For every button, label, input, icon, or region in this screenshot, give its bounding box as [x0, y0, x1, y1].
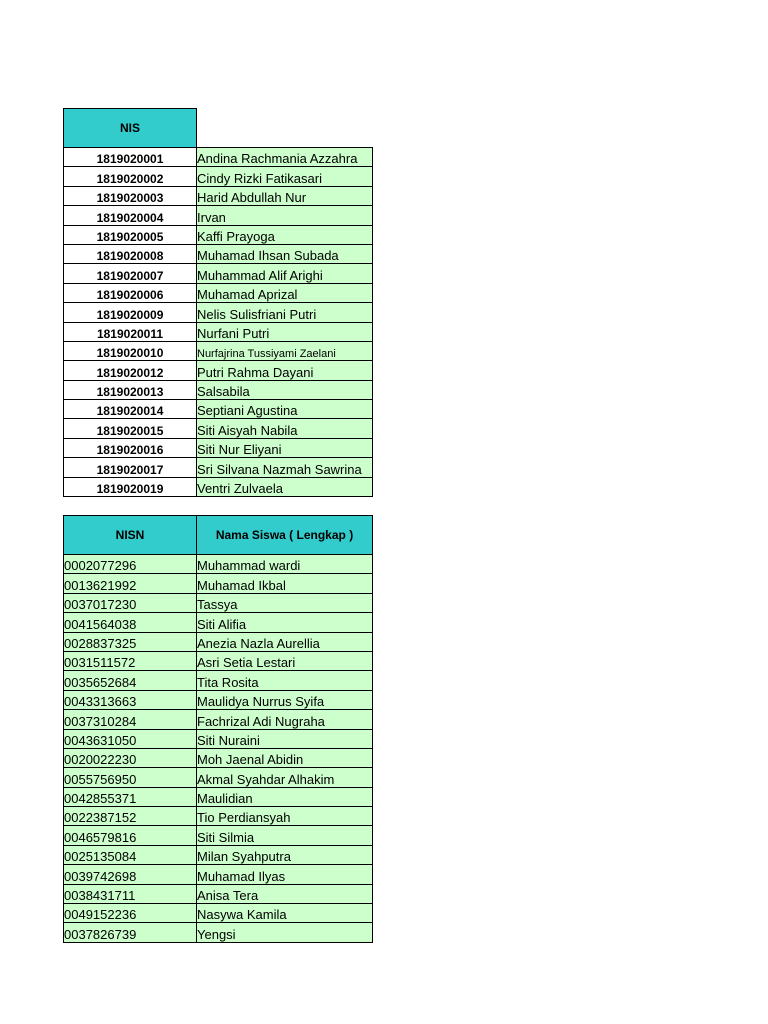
- table-row: [64, 923, 373, 942]
- nisn-cell[interactable]: 0055756950: [64, 768, 197, 787]
- table-row: [64, 264, 373, 283]
- table-row: [64, 787, 373, 806]
- student-name-cell[interactable]: Irvan: [197, 206, 373, 225]
- nis-cell[interactable]: 1819020011: [64, 322, 197, 341]
- nis-cell[interactable]: 1819020013: [64, 380, 197, 399]
- nisn-student-table: [63, 515, 373, 943]
- nisn-cell[interactable]: 0037017230: [64, 593, 197, 612]
- nisn-cell[interactable]: 0037826739: [64, 923, 197, 942]
- student-name-cell[interactable]: Tassya: [197, 593, 373, 612]
- student-name-cell[interactable]: Nurfajrina Tussiyami Zaelani: [197, 341, 373, 360]
- table-row: [64, 419, 373, 438]
- nisn-cell[interactable]: 0038431711: [64, 884, 197, 903]
- table-row: [64, 748, 373, 767]
- nis-cell[interactable]: 1819020005: [64, 225, 197, 244]
- nis-cell[interactable]: 1819020010: [64, 341, 197, 360]
- table-row: [64, 884, 373, 903]
- table-row: [64, 225, 373, 244]
- nisn-column-header[interactable]: NISN: [64, 516, 197, 555]
- nis-header-row: [64, 109, 373, 148]
- nisn-cell[interactable]: 0041564038: [64, 613, 197, 632]
- nis-cell[interactable]: 1819020008: [64, 244, 197, 263]
- student-name-cell[interactable]: Harid Abdullah Nur: [197, 186, 373, 205]
- nis-cell[interactable]: 1819020003: [64, 186, 197, 205]
- nis-cell[interactable]: 1819020002: [64, 167, 197, 186]
- table-row: [64, 904, 373, 923]
- table-row: [64, 865, 373, 884]
- table-row: [64, 458, 373, 477]
- student-name-cell[interactable]: Nelis Sulisfriani Putri: [197, 303, 373, 322]
- nis-cell[interactable]: 1819020004: [64, 206, 197, 225]
- nisn-cell[interactable]: 0025135084: [64, 845, 197, 864]
- table-row: [64, 244, 373, 263]
- table-row: [64, 807, 373, 826]
- student-name-cell[interactable]: Nurfani Putri: [197, 322, 373, 341]
- nis-cell[interactable]: 1819020006: [64, 283, 197, 302]
- table-row: [64, 477, 373, 496]
- table-row: [64, 593, 373, 612]
- nis-cell[interactable]: 1819020017: [64, 458, 197, 477]
- nisn-header-row: [64, 516, 373, 555]
- nisn-table-body: [64, 555, 373, 943]
- student-name-cell[interactable]: Siti Nur Eliyani: [197, 438, 373, 457]
- student-name-cell[interactable]: Maulidya Nurrus Syifa: [197, 690, 373, 709]
- student-name-column-header[interactable]: Nama Siswa ( Lengkap ): [197, 516, 373, 555]
- student-name-cell[interactable]: Muhamad Ikbal: [197, 574, 373, 593]
- student-name-cell[interactable]: Tio Perdiansyah: [197, 807, 373, 826]
- student-name-cell[interactable]: Muhammad Alif Arighi: [197, 264, 373, 283]
- nisn-cell[interactable]: 0046579816: [64, 826, 197, 845]
- student-name-cell[interactable]: Yengsi: [197, 923, 373, 942]
- student-name-cell[interactable]: Sri Silvana Nazmah Sawrina: [197, 458, 373, 477]
- student-name-cell[interactable]: Andina Rachmania Azzahra: [197, 148, 373, 167]
- student-name-cell[interactable]: Anezia Nazla Aurellia: [197, 632, 373, 651]
- student-name-cell[interactable]: Milan Syahputra: [197, 845, 373, 864]
- student-name-cell[interactable]: Muhammad wardi: [197, 555, 373, 574]
- nis-cell[interactable]: 1819020001: [64, 148, 197, 167]
- student-name-cell[interactable]: Ventri Zulvaela: [197, 477, 373, 496]
- nis-cell[interactable]: 1819020009: [64, 303, 197, 322]
- table-row: [64, 632, 373, 651]
- nisn-cell[interactable]: 0020022230: [64, 748, 197, 767]
- nisn-cell[interactable]: 0043313663: [64, 690, 197, 709]
- table-row: [64, 206, 373, 225]
- student-name-cell[interactable]: Maulidian: [197, 787, 373, 806]
- student-name-cell[interactable]: Cindy Rizki Fatikasari: [197, 167, 373, 186]
- student-name-cell[interactable]: Anisa Tera: [197, 884, 373, 903]
- student-name-cell[interactable]: Nasywa Kamila: [197, 904, 373, 923]
- nisn-cell[interactable]: 0002077296: [64, 555, 197, 574]
- student-name-cell[interactable]: Siti Silmia: [197, 826, 373, 845]
- table-row: [64, 555, 373, 574]
- nisn-cell[interactable]: 0035652684: [64, 671, 197, 690]
- table-row: [64, 574, 373, 593]
- table-row: [64, 613, 373, 632]
- student-name-cell[interactable]: Siti Nuraini: [197, 729, 373, 748]
- nis-cell[interactable]: 1819020019: [64, 477, 197, 496]
- nisn-cell[interactable]: 0039742698: [64, 865, 197, 884]
- nisn-cell[interactable]: 0042855371: [64, 787, 197, 806]
- nisn-cell[interactable]: 0049152236: [64, 904, 197, 923]
- nisn-cell[interactable]: 0031511572: [64, 651, 197, 670]
- nis-cell[interactable]: 1819020014: [64, 400, 197, 419]
- student-name-cell[interactable]: Akmal Syahdar Alhakim: [197, 768, 373, 787]
- table-row: [64, 768, 373, 787]
- table-row: [64, 341, 373, 360]
- student-name-cell[interactable]: Septiani Agustina: [197, 400, 373, 419]
- table-row: [64, 148, 373, 167]
- student-name-cell[interactable]: Salsabila: [197, 380, 373, 399]
- table-row: [64, 303, 373, 322]
- nis-table-body: [64, 148, 373, 497]
- table-row: [64, 729, 373, 748]
- nis-empty-header-cell[interactable]: [197, 109, 373, 148]
- table-row: [64, 322, 373, 341]
- nisn-cell[interactable]: 0043631050: [64, 729, 197, 748]
- student-name-cell[interactable]: Muhamad Aprizal: [197, 283, 373, 302]
- table-row: [64, 671, 373, 690]
- nis-cell[interactable]: 1819020016: [64, 438, 197, 457]
- table-row: [64, 361, 373, 380]
- table-row: [64, 283, 373, 302]
- table-row: [64, 710, 373, 729]
- student-name-cell[interactable]: Muhamad Ilyas: [197, 865, 373, 884]
- student-name-cell[interactable]: Moh Jaenal Abidin: [197, 748, 373, 767]
- nis-cell[interactable]: 1819020007: [64, 264, 197, 283]
- table-row: [64, 380, 373, 399]
- nis-cell[interactable]: 1819020015: [64, 419, 197, 438]
- student-name-cell[interactable]: Tita Rosita: [197, 671, 373, 690]
- nis-column-header[interactable]: NIS: [64, 109, 197, 148]
- table-row: [64, 186, 373, 205]
- table-row: [64, 845, 373, 864]
- student-name-cell[interactable]: Fachrizal Adi Nugraha: [197, 710, 373, 729]
- student-name-cell[interactable]: Siti Aisyah Nabila: [197, 419, 373, 438]
- nisn-cell[interactable]: 0022387152: [64, 807, 197, 826]
- student-name-cell[interactable]: Siti Alifia: [197, 613, 373, 632]
- student-name-cell[interactable]: Asri Setia Lestari: [197, 651, 373, 670]
- table-row: [64, 690, 373, 709]
- table-row: [64, 438, 373, 457]
- nis-cell[interactable]: 1819020012: [64, 361, 197, 380]
- nisn-cell[interactable]: 0013621992: [64, 574, 197, 593]
- table-row: [64, 651, 373, 670]
- table-row: [64, 400, 373, 419]
- nisn-cell[interactable]: 0028837325: [64, 632, 197, 651]
- student-name-cell[interactable]: Putri Rahma Dayani: [197, 361, 373, 380]
- nis-student-table: [63, 108, 373, 497]
- student-name-cell[interactable]: Muhamad Ihsan Subada: [197, 244, 373, 263]
- nisn-cell[interactable]: 0037310284: [64, 710, 197, 729]
- student-name-cell[interactable]: Kaffi Prayoga: [197, 225, 373, 244]
- table-row: [64, 826, 373, 845]
- table-row: [64, 167, 373, 186]
